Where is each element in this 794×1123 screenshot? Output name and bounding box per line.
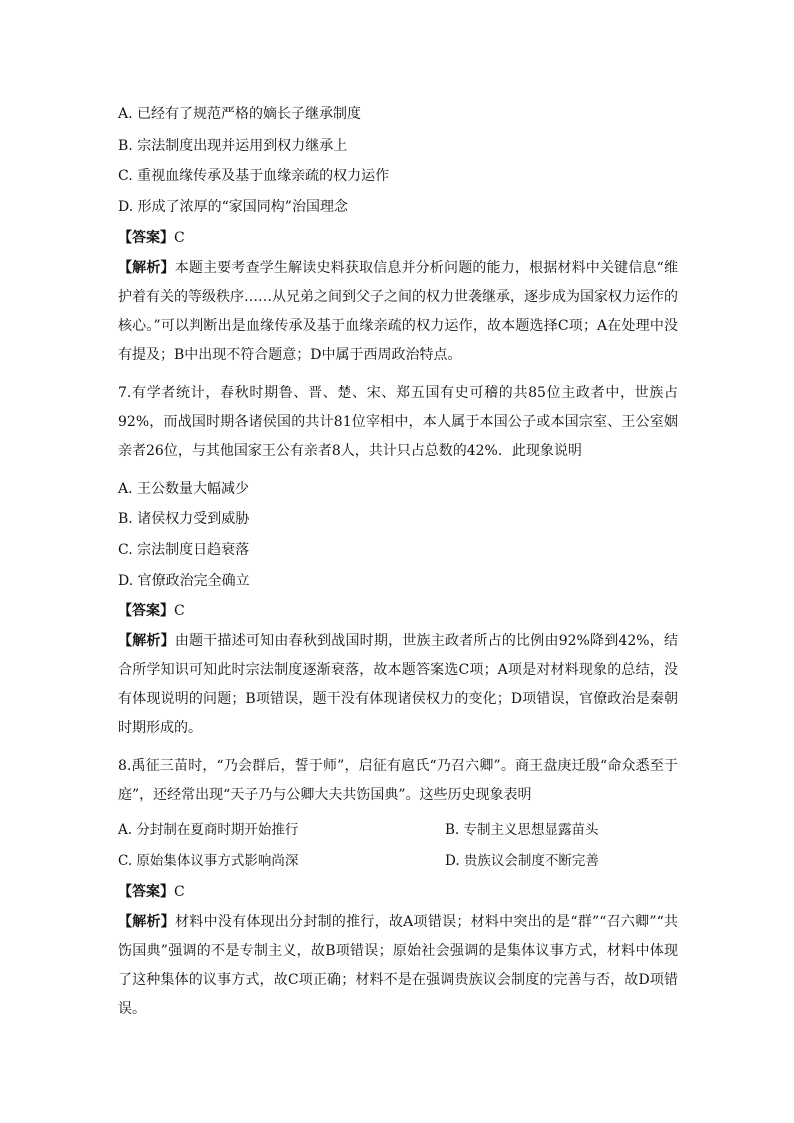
q7-option-c: C. 宗法制度日趋衰落 — [118, 542, 250, 558]
q6-option-b: B. 宗法制度出现并运用到权力继承上 — [118, 138, 348, 154]
answer-value: C — [174, 230, 185, 246]
analysis-label: 【解析】 — [118, 260, 175, 276]
q8-option-b: B. 专制主义思想显露苗头 — [445, 822, 599, 838]
q8-analysis — [118, 908, 678, 1024]
answer-label: 【答案】 — [118, 884, 174, 900]
q6-option-a: A. 已经有了规范严格的嫡长子继承制度 — [118, 106, 362, 122]
q7-option-d: D. 官僚政治完全确立 — [118, 573, 250, 589]
analysis-text: 本题主要考查学生解读史料获取信息并分析问题的能力，根据材料中关键信息“维护着有关的等级秩序……从兄弟之间到父子之间的权力世袭继承，逐步成为国家权力运作的核心。”可以判断出是血缘传承及基于血缘亲疏的权力运作，故本题选择C项；A在处理中没有提及；B中出现不符合题意；D中属于西周政治特点。 — [118, 260, 679, 363]
answer-value: C — [174, 603, 185, 619]
analysis-label: 【解析】 — [118, 633, 175, 649]
q8-option-d: D. 贵族议会制度不断完善 — [445, 853, 599, 869]
q8-option-c: C. 原始集体议事方式影响尚深 — [118, 853, 299, 869]
answer-label: 【答案】 — [118, 603, 174, 619]
q8-option-a: A. 分封制在夏商时期开始推行 — [118, 822, 299, 838]
q7-stem: 7.有学者统计，春秋时期鲁、晋、楚、宋、郑五国有史可稽的共85位主政者中，世族占92%，而战国时期各诸侯国的共计81位宰相中，本人属于本国公子或本国宗室、王公室姻亲者26位，与其他国家王公有亲者8人，共计只占总数的42%．此现象说明 — [118, 385, 678, 459]
q6-option-d: D. 形成了浓厚的“家国同构”治国理念 — [118, 199, 348, 215]
q7-option-a: A. 王公数量大幅减少 — [118, 481, 250, 497]
q7-option-b: B. 诸侯权力受到威胁 — [118, 511, 250, 527]
q7-analysis — [118, 627, 678, 743]
q8-stem: 8.禹征三苗时，“乃会群后，誓于师”，启征有扈氏“乃召六卿”。商王盘庚迁殷“命众悉至于庭”，还经常出现“天子乃与公卿大夫共饬国典”。这些历史现象表明 — [118, 758, 678, 803]
answer-label: 【答案】 — [118, 230, 174, 246]
answer-value: C — [174, 884, 185, 900]
analysis-text: 由题干描述可知由春秋到战国时期，世族主政者所占的比例由92%降到42%，结合所学知识可知此时宗法制度逐渐衰落，故本题答案选C项；A项是对材料现象的总结，没有体现说明的问题；B项错误，题干没有体现诸侯权力的变化；D项错误，官僚政治是秦朝时期形成的。 — [118, 633, 679, 736]
q8-answer — [118, 882, 185, 902]
q6-answer — [118, 228, 185, 248]
q7-answer — [118, 601, 185, 621]
analysis-text: 材料中没有体现出分封制的推行，故A项错误；材料中突出的是“群”“召六卿”“共饬国典”强调的不是专制主义，故B项错误；原始社会强调的是集体议事方式，材料中体现了这种集体的议事方式，故C项正确；材料不是在强调贵族议会制度的完善与否，故D项错误。 — [118, 914, 678, 1017]
q6-analysis — [118, 254, 678, 370]
q6-option-c: C. 重视血缘传承及基于血缘亲疏的权力运作 — [118, 168, 390, 184]
analysis-label: 【解析】 — [118, 914, 176, 930]
